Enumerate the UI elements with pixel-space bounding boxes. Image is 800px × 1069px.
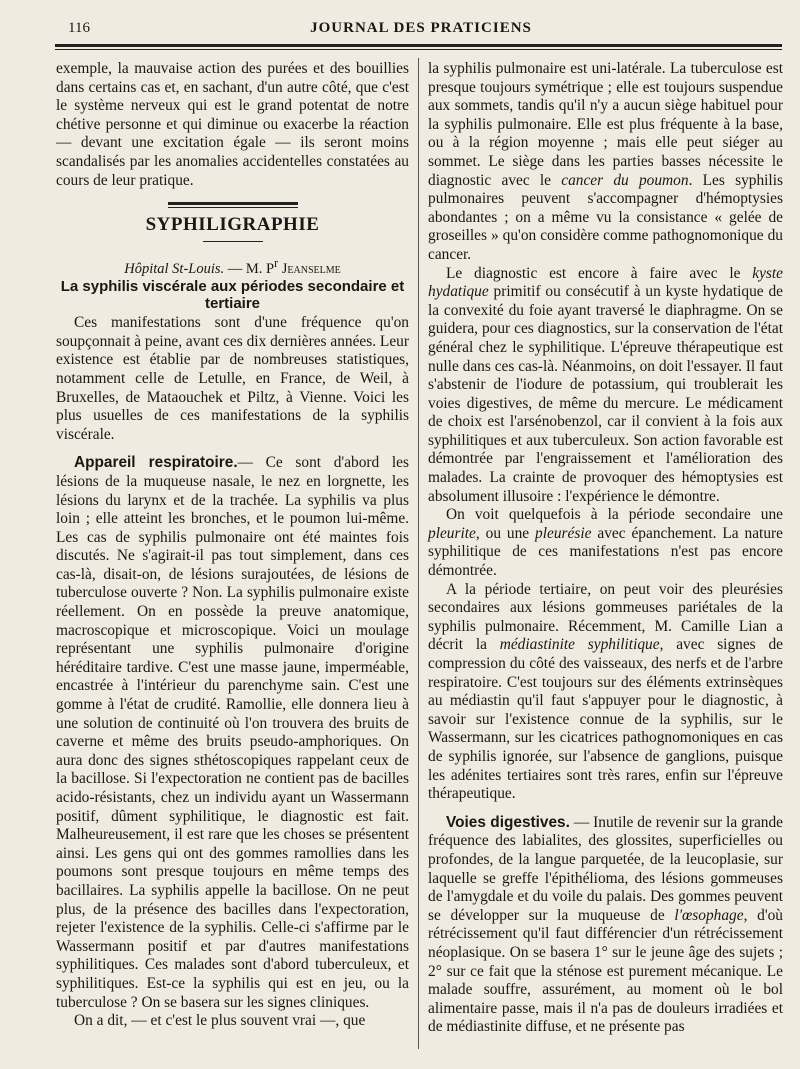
running-title: JOURNAL DES PRATICIENS xyxy=(310,20,532,36)
byline-place: Hôpital St-Louis. xyxy=(124,260,225,277)
text: , ou une xyxy=(475,524,530,542)
emphasis: pleurite xyxy=(428,524,476,542)
paragraph: On a dit, — et c'est le plus souvent vrai —, que xyxy=(74,1012,366,1030)
emphasis: kyste hydatique xyxy=(428,264,783,301)
text: , avec signes de compression du côté des vaisseaux, des nerfs et de l'arbre respiratoire. C'est toujours sur des éléments extrinsèques au médiastin qu'il faut s'appuyer pour le diagnostic, à savoir sur l'existence connue de la syphilis, sur le Wassermann, sur les cicatrices pathognomoniques en cas de syphilis ignorée, sur l'absence de ganglions, puisque les adénites tertiaires sont très rares, enfin sur l'épreuve thérapeutique. xyxy=(428,636,783,803)
text: A la période tertiaire, on peut voir des pleurésies secondaires aux lésions gommeuses pariétales de la syphilis pulmonaire. Récemment, M. Camille Lian a décrit la xyxy=(428,580,783,654)
paragraph xyxy=(428,60,783,265)
text: primitif ou consécutif à un kyste hydatique de la convexité du foie ayant traversé le diaphragme. On se guidera, pour ces diagnostics, sur la conservation de l'état général chez le syphilitique. L'épreuve thérapeutique est nulle dans ces cas-là. Néanmoins, on doit l'essayer. Il faut s'abstenir de l'iodure de potassium, qui troublerait les voies digestives, de même du mercure. Le médicament de choix est l'arsénobenzol, car il convient à la fois aux syphilitiques et aux tuberculeux. Son action favorable est démontrée par l'engraissement et l'amélioration des malades. La crainte de provoquer des hémoptysies est absolument illusoire : l'expérience le démontre. xyxy=(428,283,783,505)
paragraph-respiratory xyxy=(56,454,409,1012)
text: , d'où rétrécissement qu'il faut différencier d'un rétrécissement néoplasique. On se basera 1° sur le jeune âge des sujets ; 2° sur ce fait que la sténose est purement mécanique. Le malade souffre, assurément, au moment où le bol alimentaire passe, mais il n'a pas de douleurs irradiées et de médiastinite diffuse, et ne présente pas xyxy=(428,906,783,1036)
left-column xyxy=(56,60,409,1061)
byline-name: Jeanselme xyxy=(281,260,341,277)
section-rule xyxy=(168,202,298,208)
section-title: SYPHILIGRAPHIE xyxy=(145,214,320,236)
text: Le diagnostic est encore à faire avec le xyxy=(446,264,741,282)
byline-separator: — M. P xyxy=(224,260,275,277)
emphasis: cancer du poumon xyxy=(561,171,689,189)
section-underline xyxy=(203,241,263,242)
byline xyxy=(56,254,409,278)
text: avec épanchement. La nature syphilitique de ces manifestations n'est pas encore démontrée. xyxy=(428,524,783,580)
text: On voit quelquefois à la période secondaire une xyxy=(446,506,783,524)
intro-paragraph: exemple, la mauvaise action des purées et des bouillies dans certains cas et, en sachant, d'un autre côté, que c'est le système nerveux qui est le grand potentat de notre chétive personne et qui diminue ou exacerbe la réaction — devant une excitation égale — ils seront moins scandalisés par les anomalies accidentelles constatées au cours de leur pratique. xyxy=(56,60,409,189)
byline-sup: r xyxy=(274,255,279,270)
paragraph: Ces manifestations sont d'une fréquence qu'on soupçonnait à peine, avant ces dix dernières années. Leur existence est établie par de nombreuses statistiques, notamment celle de Letulle, en France, de Weil, à Bruxelles, de Mataouchek et Piltz, à Vienne. Voici les plus usuelles de ces manifestations de la syphilis viscérale. xyxy=(56,314,409,443)
column-divider xyxy=(418,58,419,1049)
emphasis: pleurésie xyxy=(535,524,592,542)
emphasis: l'œsophage xyxy=(674,906,744,924)
article-title: La syphilis viscérale aux périodes secondaire et tertiaire xyxy=(60,278,405,313)
header-rule xyxy=(55,44,782,50)
text: — Inutile de revenir sur la grande fréquence des labialites, des glossites, superficielles ou profondes, de la langue parquetée, de la leucoplasie, sur laquelle se greffe l'épithélioma, des lésions gommeuses de l'amygdale et du voile du palais. Des gommes peuvent se développer sur la muqueuse de xyxy=(428,813,783,924)
subheading-respiratory: Appareil respiratoire. xyxy=(74,454,238,472)
right-column xyxy=(428,60,783,1061)
paragraph-digestive xyxy=(428,814,783,1037)
paragraph-text: — Ce sont d'abord les lésions de la muqueuse nasale, le nez en lorgnette, les lésions du larynx et de la trachée. La syphilis va plus loin ; elle atteint les bronches, et le poumon lui-même. Les cas de syphilis pulmonaire ont été maintes fois discutés. Ne s'agirait-il pas tout simplement, dans ces cas-là, disait-on, de lésions surajoutées, de lésions de tuberculose ouverte ? Non. La syphilis pulmonaire existe réellement. On en possède la preuve anatomique, macroscopique et microscopique. Voici un moulage représentant une syphilis pulmonaire d'origine héréditaire tardive. C'est une masse jaune, imperméable, encastrée à l'intérieur du parenchyme sain. C'est une gomme à l'état de crudité. Ramollie, elle donnera lieu à une solution de continuité où l'on trouvera des bruits de caverne et même des bruits pseudo-amphoriques. On aura donc des signes sthétoscopiques rappelant ceux de la bacillose. Si l'expectoration ne contient pas de bacilles acido-résistants, chez un individu ayant un Wassermann positif, dûment syphilitique, le diagnostic est fait. Malheureusement, il est rare que les choses se présentent ainsi. Les gens qui ont des gommes ramollies dans les poumons sont presque toujours en même temps des bacillaires. La syphilis appelle la bacillose. On ne peut plus, de la présence des bacilles dans l'expectoration, rejeter l'existence de la syphilis. Celle-ci s'affirme par le Wassermann positif et par d'autres manifestations syphilitiques. Ces malades sont d'abord tuberculeux, et syphilitiques. Est-ce la syphilis qui est en jeu, ou la tuberculose ? On se basera sur les signes cliniques. xyxy=(56,454,409,1011)
text: . Les syphilis pulmonaires peuvent s'accompagner d'hémoptysies abondantes ; on a même vu la consistance « gelée de groseilles » qu'on considère comme pathognomonique du cancer. xyxy=(428,171,783,263)
emphasis: médiastinite syphilitique xyxy=(499,636,660,654)
paragraph xyxy=(428,265,783,507)
paragraph xyxy=(428,581,783,804)
page-header xyxy=(60,18,782,44)
page-number: 116 xyxy=(68,20,90,36)
subheading-digestive: Voies digestives. xyxy=(446,813,570,831)
text: la syphilis pulmonaire est uni-latérale. La tuberculose est presque toujours symétrique ; elle est toujours suspendue aux sommets, tandis qu'il n'y a aucun siège habituel pour la syphilis pulmonaire. Elle est plus fréquente à la base, ou à la région moyenne ; mais elle peut siéger au sommet. Le siège dans les parties basses nécessite le diagnostic avec le xyxy=(428,60,783,189)
paragraph xyxy=(428,506,783,580)
